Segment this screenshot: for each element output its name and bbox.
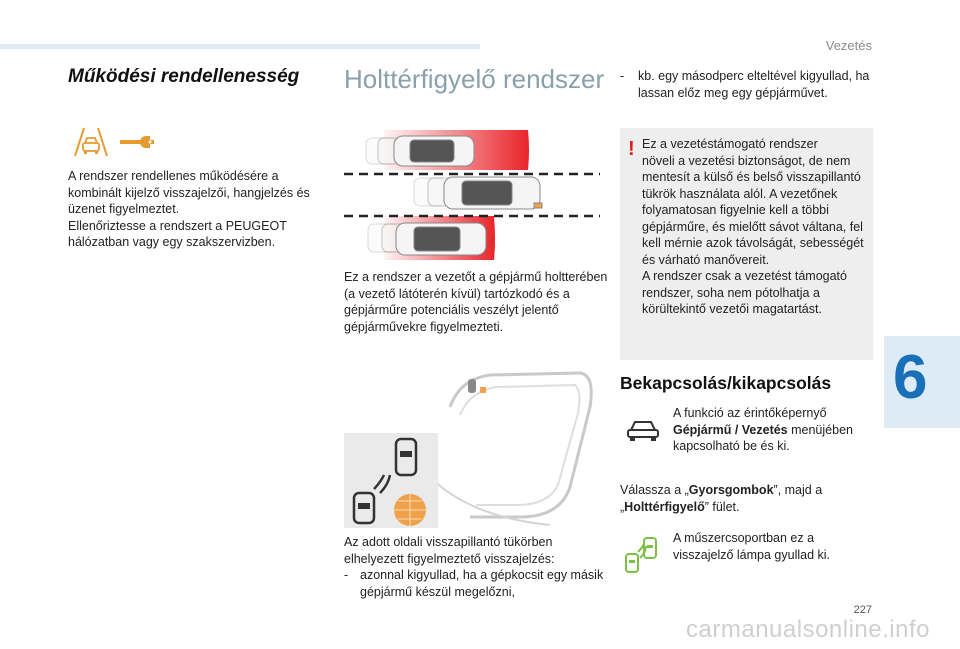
wrench-icon [118,132,158,152]
shortcut-text: Válassza a „Gyorsgombok”, majd a „Holttérfigyelő” fület. [620,483,823,514]
mirror-illustration [430,367,600,527]
mirror-indicator-closeup [344,433,438,528]
car-bottom [368,223,486,255]
section-label: Vezetés [825,38,872,53]
chapter-number: 6 [893,343,928,412]
mirror-light [480,387,486,393]
malfunction-text: A rendszer rendellenes működésére a kombinált kijelző visszajelzői, hangjelzés és üzenet figyelmeztet. Ellenőriztesse a rendszert a PEUGEOT hálózatban vagy egy szakszervizben. [68,169,310,249]
warning-car-icon [70,126,112,160]
malfunction-title: Működési rendellenesség [68,66,300,87]
watermark: carmanualsonline.info [686,616,930,643]
warning-box [620,128,873,360]
indicator-text: A műszercsoportban ez a visszajelző lámpa gyullad ki. [673,531,831,562]
car-settings-icon [626,418,660,442]
blind-spot-diagram [344,130,600,264]
car-middle [414,177,542,209]
blind-spot-title: Holttérfigyelő rendszer [344,64,605,94]
exclamation-icon: ! [628,138,635,160]
header-bar [0,44,480,49]
touchscreen-text: A funkció az érintőképernyő Gépjármű / Vezetés menüjében kapcsolható be és ki. [673,406,853,453]
activation-title: Bekapcsolás/kikapcsolás [620,373,832,393]
mirror-led [468,379,476,393]
blind-spot-indicator-icon [622,536,662,574]
page-number: 227 [853,604,872,616]
mirror-text: Az adott oldali visszapillantó tükörben elhelyezett figyelmeztető visszajelzés: [344,535,555,566]
blind-spot-intro: Ez a rendszer a vezetőt a gépjármű holtterében (a vezető látóterén kívül) tartózkodó és a gépjárműre potenciális veszélyt jelentő gépjárművekre figyelmezteti. [344,270,608,334]
warning-text: Ez a vezetéstámogató rendszer növeli a vezetési biztonságot, de nem mentesít a külső és belső visszapillantó tükrök használata alól. A vezetőnek folyamatosan figyelnie kell a többi gépjárműre, és mielőtt sávot váltana, fel kell mérnie azok távolságát, sebességét és várható manővereit. A rendszer csak a vezetést támogató rendszer, soha nem pótolhatja a körültekintő vezetői magatartást. [642,137,864,316]
car-top [366,136,474,166]
